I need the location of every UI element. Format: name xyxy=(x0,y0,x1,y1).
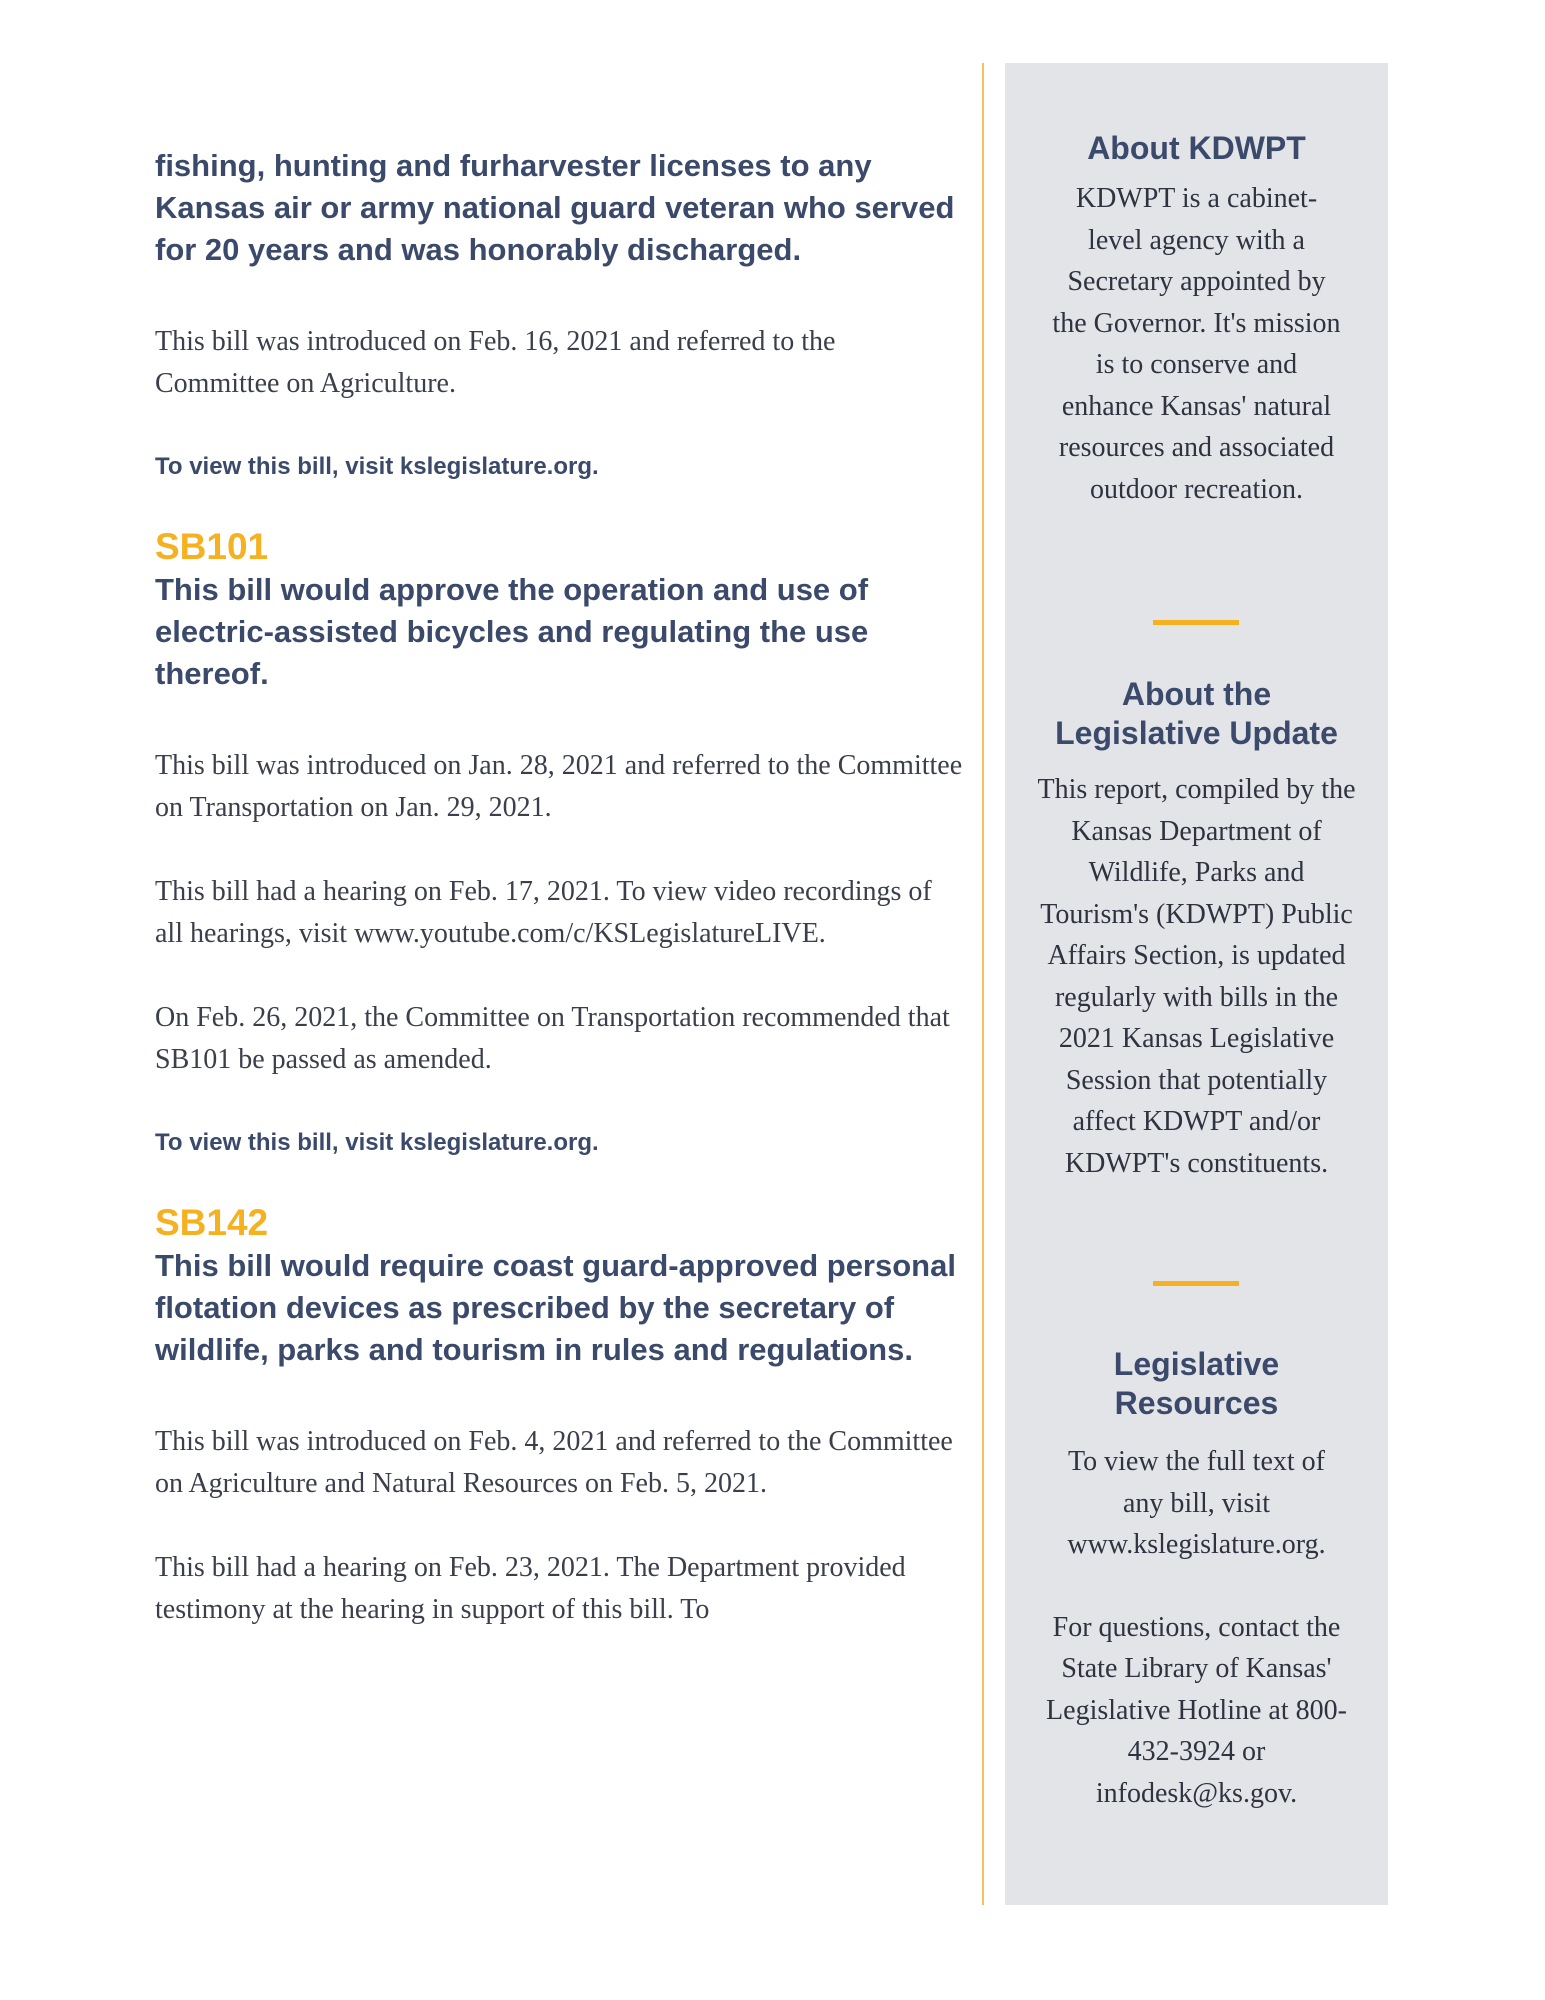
section-rule xyxy=(1153,620,1239,625)
about-kdwpt-text: KDWPT is a cabinet-level agency with a Secretary appointed by the Governor. It's mission is to conserve and enhance Kansas' natural resources and associated outdoor recreation. xyxy=(1052,183,1341,505)
bill-id-sb142: SB142 xyxy=(155,1202,269,1243)
main-column xyxy=(155,145,965,1631)
legislative-resources-title: Legislative Resources xyxy=(1113,1346,1280,1421)
bill-id-sb101: SB101 xyxy=(155,526,269,567)
column-divider xyxy=(982,63,984,1905)
bill-paragraph: This bill had a hearing on Feb. 17, 2021. To view video recordings of all hearings, visit www.youtube.com/c/KSLegislatureLIVE. xyxy=(155,876,932,949)
bill-paragraph: This bill was introduced on Feb. 4, 2021 and referred to the Committee on Agriculture and Natural Resources on Feb. 5, 2021. xyxy=(155,1426,953,1499)
about-kdwpt-section xyxy=(1005,129,1388,510)
legislative-resources-section xyxy=(1005,1345,1388,1814)
sb101-view-bill-link[interactable]: To view this bill, visit kslegislature.org. xyxy=(155,1129,599,1156)
section-rule xyxy=(1153,1281,1239,1286)
intro-paragraph: This bill was introduced on Feb. 16, 2021 and referred to the Committee on Agriculture. xyxy=(155,326,836,399)
bill-paragraph: This bill was introduced on Jan. 28, 2021 and referred to the Committee on Transportation on Jan. 29, 2021. xyxy=(155,750,963,823)
bill-summary-sb101: This bill would approve the operation and use of electric-assisted bicycles and regulating the use thereof. xyxy=(155,572,869,691)
bill-summary-sb142: This bill would require coast guard-approved personal flotation devices as prescribed by the secretary of wildlife, parks and tourism in rules and regulations. xyxy=(155,1248,956,1367)
bill-paragraph: On Feb. 26, 2021, the Committee on Transportation recommended that SB101 be passed as amended. xyxy=(155,1002,950,1075)
about-update-section xyxy=(1005,675,1388,1184)
bill-paragraph: This bill had a hearing on Feb. 23, 2021. The Department provided testimony at the hearing in support of this bill. To xyxy=(155,1552,906,1625)
sidebar xyxy=(1005,63,1388,1905)
legislative-resources-text: To view the full text of any bill, visit www.kslegislature.org. xyxy=(1067,1446,1326,1560)
about-kdwpt-title: About KDWPT xyxy=(1087,130,1306,166)
about-update-text: This report, compiled by the Kansas Department of Wildlife, Parks and Tourism's (KDWPT) Public Affairs Section, is updated regularly with bills in the 2021 Kansas Legislative Session that potentially affect KDWPT and/or KDWPT's constituents. xyxy=(1037,774,1356,1179)
legislative-hotline-text: For questions, contact the State Library of Kansas' Legislative Hotline at 800-432-3924 or infodesk@ks.gov. xyxy=(1046,1611,1347,1809)
intro-view-bill-link[interactable]: To view this bill, visit kslegislature.org. xyxy=(155,453,599,480)
intro-heading: fishing, hunting and furharvester licenses to any Kansas air or army national guard veteran who served for 20 years and was honorably discharged. xyxy=(155,148,955,267)
about-update-title: About the Legislative Update xyxy=(1055,676,1338,751)
